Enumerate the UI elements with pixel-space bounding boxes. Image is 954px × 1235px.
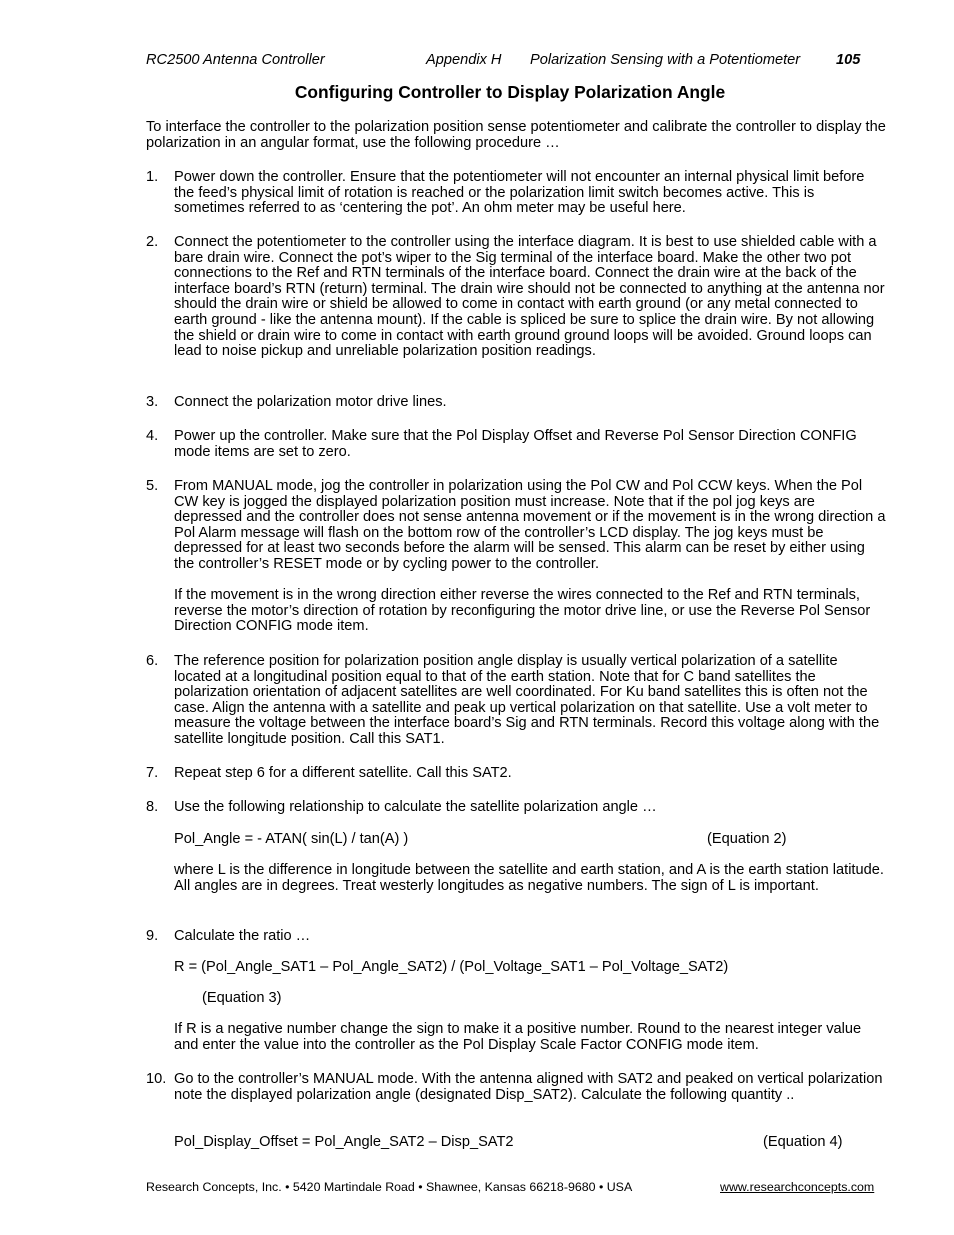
step-number: 2. (146, 234, 159, 250)
step-text: Power down the controller. Ensure that the potentiometer will not encounter an internal physical limit before the feed’s physical limit of rotation is reached or the polarization limit switch becomes active. This is sometimes referred to as ‘centering the pot’. An ohm meter may be useful here. (174, 169, 865, 217)
step-text: Use the following relationship to calculate the satellite polarization angle … (174, 799, 657, 815)
intro-paragraph: To interface the controller to the polarization position sense potentiometer and calibrate the controller to display the polarization in an angular format, use the following procedure … (146, 119, 886, 151)
equation: Pol_Display_Offset = Pol_Angle_SAT2 – Disp_SAT2 (174, 1134, 514, 1150)
step-number: 5. (146, 478, 159, 494)
equation: R = (Pol_Angle_SAT1 – Pol_Angle_SAT2) / (Pol_Voltage_SAT1 – Pol_Voltage_SAT2) (174, 959, 729, 975)
step-number: 1. (146, 169, 159, 185)
step-text: Power up the controller. Make sure that the Pol Display Offset and Reverse Pol Sensor Direction CONFIG mode items are set to zero. (174, 428, 857, 460)
step-text: If R is a negative number change the sign to make it a positive number. Round to the nearest integer value and enter the value into the controller as the Pol Display Scale Factor CONFIG mode item. (174, 1021, 862, 1053)
header-section-title: Polarization Sensing with a Potentiometer (530, 52, 801, 68)
header-document-title: RC2500 Antenna Controller (146, 52, 325, 68)
step-number: 7. (146, 765, 159, 781)
footer-address: Research Concepts, Inc. • 5420 Martindale Road • Shawnee, Kansas 66218-9680 • USA (146, 1180, 633, 1194)
step-text: Connect the polarization motor drive lines. (174, 394, 447, 410)
step-number: 10. (146, 1071, 167, 1087)
equation-label: (Equation 3) (202, 990, 282, 1006)
step-text: Repeat step 6 for a different satellite. Call this SAT2. (174, 765, 512, 781)
step-number: 4. (146, 428, 159, 444)
step-text: where L is the difference in longitude between the satellite and earth station, and A is the earth station latitude. All angles are in degrees. Treat westerly longitudes as negative numbers. The sign of L is important. (174, 862, 884, 894)
step-text: From MANUAL mode, jog the controller in polarization using the Pol CW and Pol CCW keys. When the Pol CW key is jogged the displayed polarization position must increase. Note that if the pol jog keys are depressed and the controller does not sense antenna movement or if the movement is in the wrong direction a Pol Alarm message will flash on the bottom row of the controller’s LCD display. The jog keys must be depressed for at least two seconds before the alarm will be sensed. This alarm can be reset by either using the controller’s RESET mode or by cycling power to the controller. (174, 478, 886, 572)
step-text: Go to the controller’s MANUAL mode. With the antenna aligned with SAT2 and peaked on vertical polarization note the displayed polarization angle (designated Disp_SAT2). Calculate the following quantity .. (174, 1071, 883, 1103)
step-number: 6. (146, 653, 159, 669)
step-text: Connect the potentiometer to the controller using the interface diagram. It is best to use shielded cable with a bare drain wire. Connect the pot’s wiper to the Sig terminal of the interface board. Make the other two pot connections to the Ref and RTN terminals of the interface board. Connect the drain wire at the back of the interface board’s RTN (return) terminal. The drain wire should not be connected to anything at the antenna nor should the drain wire or shield be allowed to come in contact with earth ground (or any metal connected to earth ground - like the antenna mount). If the cable is spliced be sure to splice the drain wire. By not allowing the shield or drain wire to come in contact with earth ground ground loops will be avoided. Ground loops can lead to noise pickup and unreliable polarization position readings. (174, 234, 885, 360)
equation-label: (Equation 2) (707, 831, 787, 847)
step-text: Calculate the ratio … (174, 928, 311, 944)
step-number: 9. (146, 928, 159, 944)
equation: Pol_Angle = - ATAN( sin(L) / tan(A) ) (174, 831, 409, 847)
equation-label: (Equation 4) (763, 1134, 843, 1150)
page-number: 105 (836, 52, 861, 68)
step-text: If the movement is in the wrong direction either reverse the wires connected to the Ref and RTN terminals, reverse the motor’s direction of rotation by reconfiguring the motor drive line, or use the Reverse Pol Sensor Direction CONFIG mode item. (174, 587, 871, 635)
footer-website-link[interactable]: www.researchconcepts.com (720, 1180, 875, 1194)
step-number: 3. (146, 394, 159, 410)
step-number: 8. (146, 799, 159, 815)
header-appendix: Appendix H (426, 52, 502, 68)
page-title: Configuring Controller to Display Polarization Angle (294, 82, 726, 102)
step-text: The reference position for polarization position angle display is usually vertical polarization of a satellite located at a longitudinal position equal to that of the earth station. Note that for C band satellites the polarization orientation of adjacent satellites are well coordinated. For Ku band satellites this is often not the case. Align the antenna with a satellite and peak up vertical polarization on that satellite. Use a volt meter to measure the voltage between the interface board’s Sig and RTN terminals. Record this voltage along with the satellite longitude position. Call this SAT1. (174, 653, 880, 747)
